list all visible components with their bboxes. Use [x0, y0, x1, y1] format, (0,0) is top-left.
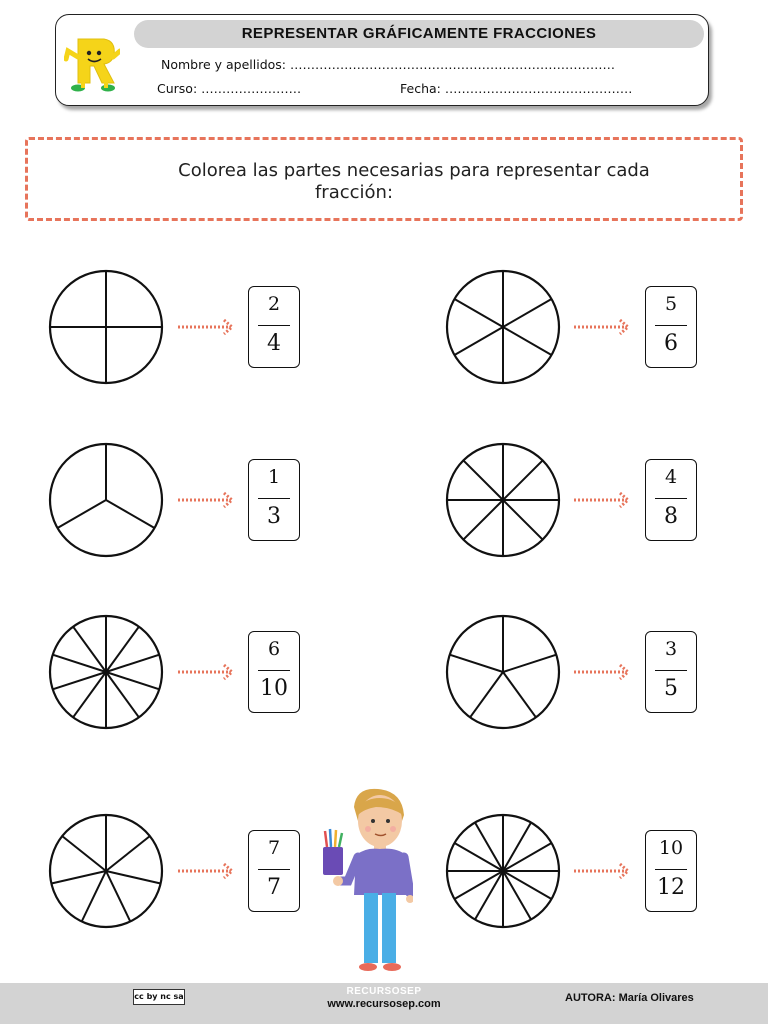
fraction-card: [248, 631, 300, 713]
fraction-denominator: 7: [267, 875, 281, 900]
fraction-circle[interactable]: [447, 271, 559, 383]
fraction-bar: [258, 670, 290, 671]
fraction-card: [645, 830, 697, 912]
dotted-arrow-icon: [178, 665, 232, 679]
fraction-bar: [655, 325, 687, 326]
fraction-numerator: 6: [267, 638, 281, 660]
fraction-card: [248, 830, 300, 912]
fraction-circle[interactable]: [447, 444, 559, 556]
footer: [0, 983, 768, 1024]
name-field[interactable]: Nombre y apellidos: ……………………………………………………………………: [161, 57, 615, 72]
fraction-denominator: 3: [267, 504, 281, 529]
fraction-circle[interactable]: [50, 616, 162, 728]
fraction-card: [645, 459, 697, 541]
child-illustration-icon: [318, 785, 413, 980]
worksheet-title: REPRESENTAR GRÁFICAMENTE FRACCIONES: [134, 20, 704, 48]
fraction-card: [645, 631, 697, 713]
fraction-numerator: 3: [664, 638, 678, 660]
author-credit: AUTORA: María Olivares: [565, 992, 694, 1004]
instruction-line-2: fracción:: [314, 182, 394, 203]
license-badge-icon: cc by nc sa: [133, 989, 185, 1005]
fraction-numerator: 10: [658, 837, 684, 859]
fraction-denominator: 6: [664, 331, 678, 356]
fraction-denominator: 8: [664, 504, 678, 529]
fraction-bar: [655, 670, 687, 671]
dotted-arrow-icon: [178, 493, 232, 507]
dotted-arrow-icon: [178, 864, 232, 878]
fraction-numerator: 5: [664, 293, 678, 315]
fraction-numerator: 2: [267, 293, 281, 315]
course-field[interactable]: Curso: ……………………: [157, 81, 302, 96]
fraction-card: [645, 286, 697, 368]
fraction-denominator: 5: [664, 676, 678, 701]
fraction-numerator: 7: [267, 837, 281, 859]
fraction-bar: [655, 498, 687, 499]
fraction-card: [248, 459, 300, 541]
fraction-denominator: 10: [260, 676, 288, 701]
site-name: RECURSOSEP: [346, 986, 422, 997]
dotted-arrow-icon: [178, 320, 232, 334]
fraction-card: [248, 286, 300, 368]
dotted-arrow-icon: [574, 665, 628, 679]
fraction-circle[interactable]: [447, 815, 559, 927]
fraction-numerator: 4: [664, 466, 678, 488]
instruction-line-1: Colorea las partes necesarias para representar cada: [178, 160, 650, 181]
dotted-arrow-icon: [574, 493, 628, 507]
fraction-bar: [655, 869, 687, 870]
fraction-bar: [258, 498, 290, 499]
fraction-denominator: 12: [657, 875, 685, 900]
fraction-bar: [258, 325, 290, 326]
fraction-circle[interactable]: [50, 815, 162, 927]
fraction-denominator: 4: [267, 331, 281, 356]
fraction-bar: [258, 869, 290, 870]
fraction-circle[interactable]: [50, 271, 162, 383]
fraction-circle[interactable]: [447, 616, 559, 728]
date-field[interactable]: Fecha: ………………………………………: [400, 81, 633, 96]
fraction-circle[interactable]: [50, 444, 162, 556]
dotted-arrow-icon: [574, 320, 628, 334]
dotted-arrow-icon: [574, 864, 628, 878]
site-url-link[interactable]: www.recursosep.com: [327, 998, 441, 1010]
fraction-numerator: 1: [267, 466, 281, 488]
